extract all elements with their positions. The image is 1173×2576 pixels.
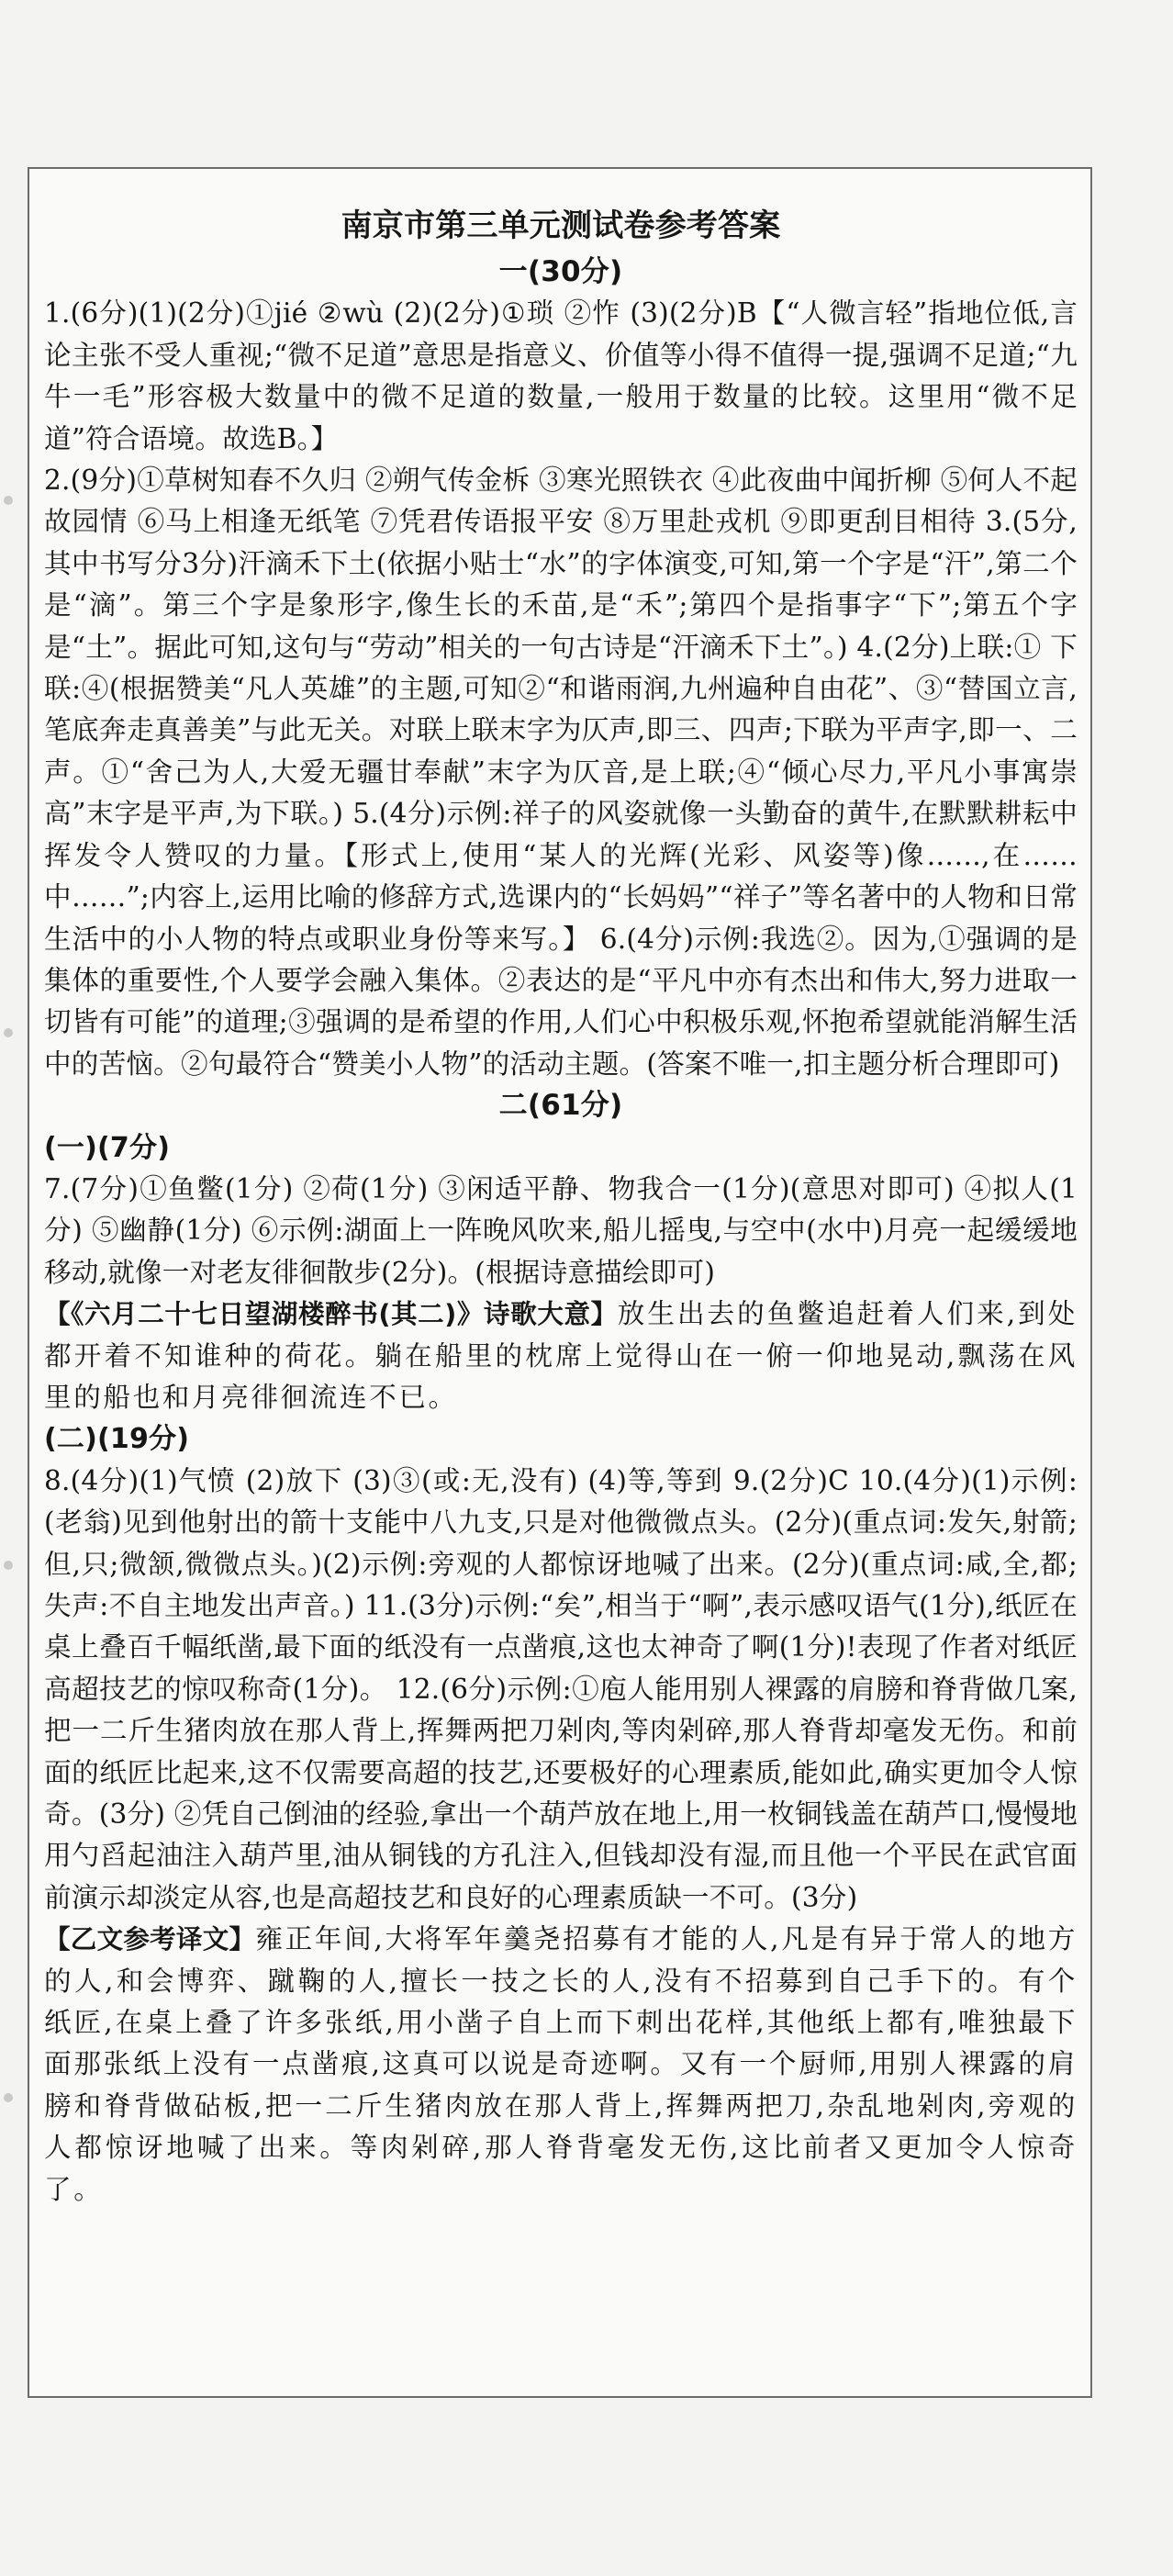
translation (44, 1919, 1078, 2211)
poem-meaning-text: 放生出去的鱼鳖追赶着人们来,到处都开着不知谁种的荷花。躺在船里的枕席上觉得山在一俯一仰地晃动,飘荡在风里的船也和月亮徘徊流连不已。 (44, 1298, 1078, 1413)
part-2-heading: (二)(19分) (44, 1423, 190, 1456)
section-1-heading: 一(30分) (498, 255, 623, 288)
answer-q1: 1.(6分)(1)(2分)①jié ②wù (2)(2分)①琐 ②怍 (3)(2分)B【“人微言轻”指地位低,言论主张不受人重视;“微不足道”意思是指意义、价值等小得不值得一提,强调不足道;“九牛一毛”形容极大数量中的微不足道的数量,一般用于数量的比较。这里用“微不足道”符合语境。故选B。】 (44, 297, 1078, 454)
poem-meaning (44, 1294, 1078, 1418)
answer-q7: 7.(7分)①鱼鳖(1分) ②荷(1分) ③闲适平静、物我合一(1分)(意思对即可) ④拟人(1分) ⑤幽静(1分) ⑥示例:湖面上一阵晚风吹来,船儿摇曳,与空中(水中)月亮一起缓缓地移动,就像一对老友徘徊散步(2分)。(根据诗意描绘即可) (44, 1172, 1078, 1288)
answer-content (44, 204, 1078, 2211)
poem-meaning-label: 【《六月二十七日望湖楼醉书(其二)》诗歌大意】 (44, 1299, 618, 1330)
answer-sheet (28, 167, 1092, 2398)
page-title: 南京市第三单元测试卷参考答案 (341, 207, 781, 244)
part-1-heading: (一)(7分) (44, 1131, 171, 1164)
answer-q2-q6: 2.(9分)①草树知春不久归 ②朔气传金柝 ③寒光照铁衣 ④此夜曲中闻折柳 ⑤何人不起故园情 ⑥马上相逢无纸笔 ⑦凭君传语报平安 ⑧万里赴戎机 ⑨即更刮目相待 3.(5分,其中书写分3分)汗滴禾下土(依据小贴士“水”的字体演变,可知,第一个字是“汗”,第二个是“滴”。第三个字是象形字,像生长的禾苗,是“禾”;第四个是指事字“下”;第五个字是“土”。据此可知,这句与“劳动”相关的一句古诗是“汗滴禾下土”。) 4.(2分)上联:① 下联:④(根据赞美“凡人英雄”的主题,可知②“和谐雨润,九州遍种自由花”、③“替国立言,笔底奔走真善美”与此无关。对联上联末字为仄声,即三、四声;下联为平声字,即一、二声。①“舍己为人,大爱无疆甘奉献”末字为仄音,是上联;④“倾心尽力,平凡小事寓崇高”末字是平声,为下联。) 5.(4分)示例:祥子的风姿就像一头勤奋的黄牛,在默默耕耘中挥发令人赞叹的力量。【形式上,使用“某人的光辉(光彩、风姿等)像……,在……中……”;内容上,运用比喻的修辞方式,选课内的“长妈妈”“祥子”等名著中的人物和日常生活中的小人物的特点或职业身份等来写。】 6.(4分)示例:我选②。因为,①强调的是集体的重要性,个人要学会融入集体。②表达的是“平凡中亦有杰出和伟大,努力进取一切皆有可能”的道理;③强调的是希望的作用,人们心中积极乐观,怀抱希望就能消解生活中的苦恼。②句最符合“赞美小人物”的活动主题。(答案不唯一,扣主题分析合理即可) (44, 465, 1078, 1080)
translation-label: 【乙文参考译文】 (44, 1924, 256, 1955)
section-2-heading: 二(61分) (498, 1089, 623, 1123)
binding-gutter (0, 0, 22, 2576)
translation-text: 雍正年间,大将军年羹尧招募有才能的人,凡是有异于常人的地方的人,和会博弈、蹴鞠的人,擅长一技之长的人,没有不招募到自己手下的。有个纸匠,在桌上叠了许多张纸,用小凿子自上而下刺出花样,其他纸上都有,唯独最下面那张纸上没有一点凿痕,这真可以说是奇迹啊。又有一个厨师,用别人裸露的肩膀和脊背做砧板,把一二斤生猪肉放在那人背上,挥舞两把刀,杂乱地剁肉,旁观的人都惊讶地喊了出来。等肉剁碎,那人脊背毫发无伤,这比前者又更加令人惊奇了。 (44, 1923, 1078, 2205)
answer-q8-q12: 8.(4分)(1)气愤 (2)放下 (3)③(或:无,没有) (4)等,等到 9.(2分)C 10.(4分)(1)示例:(老翁)见到他射出的箭十支能中八九支,只是对他微微点头。(2分)(重点词:发矢,射箭;但,只;微颔,微微点头。)(2)示例:旁观的人都惊讶地喊了出来。(2分)(重点词:咸,全,都;失声:不自主地发出声音。) 11.(3分)示例:“矣”,相当于“啊”,表示感叹语气(1分),纸匠在桌上叠百千幅纸凿,最下面的纸没有一点凿痕,这也太神奇了啊(1分)!表现了作者对纸匠高超技艺的惊叹称奇(1分)。 12.(6分)示例:①庖人能用别人裸露的肩膀和脊背做几案,把一二斤生猪肉放在那人背上,挥舞两把刀剁肉,等肉剁碎,那人脊背却毫发无伤。和前面的纸匠比起来,这不仅需要高超的技艺,还要极好的心理素质,能如此,确实更加令人惊奇。(3分) ②凭自己倒油的经验,拿出一个葫芦放在地上,用一枚铜钱盖在葫芦口,慢慢地用勺舀起油注入葫芦里,油从铜钱的方孔注入,但钱却没有湿,而且他一个平民在武官面前演示却淡定从容,也是高超技艺和良好的心理素质缺一不可。(3分) (44, 1464, 1078, 1913)
